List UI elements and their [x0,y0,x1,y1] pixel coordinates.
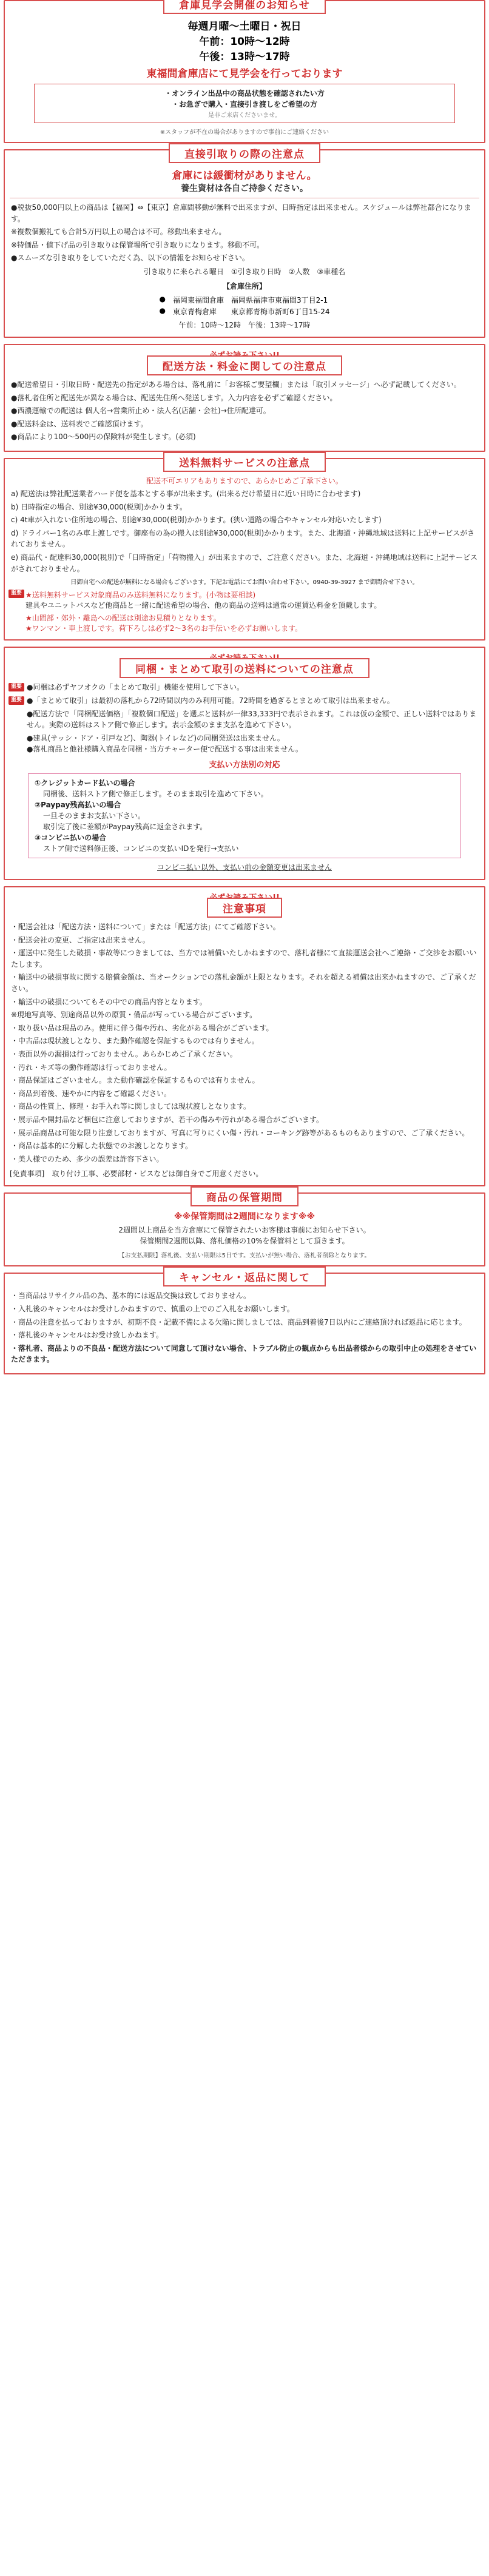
list-item: a) 配送法は弊社配送業者ハード便を基本とする事が出来ます。(出来るだけ希望日に近い日時に合わせます) [11,489,361,498]
list-item: ・落札後のキャンセルはお受け致しかねます。 [11,1331,164,1340]
list-item: ●スムーズな引き取りをしていただく為、以下の情報をお知らせ下さい。 [11,254,249,263]
storage-line-2: 保管期間2週間以降、落札価格の10%を保管料として頂きます。 [140,1237,349,1246]
list-item: e) 商品代・配達料30,000(税別)で「日時指定」「荷物搬入」が出来ますので、ご注意ください。また、北海道・沖縄地域は送料に上記サービスがされておりません。 [11,553,477,573]
bullet: ● [159,294,166,303]
section-title: 直接引取りの際の注意点 [169,143,320,163]
section-storage [4,1192,485,1266]
list-item: ・展示品商品は可能な限り注意しておりますが、写真に写りにくい傷・汚れ・コーキング跡等があるものもありますので、ご了承ください。 [11,1128,470,1137]
bullet: ● [159,306,166,315]
section-title-wrap [10,898,479,918]
list-item: ●「まとめて取引」は最初の落札から72時間以内のみ利用可能。72時間を過ぎるとまとめて取引は出来ません。 [27,696,394,705]
bundle-pay-box [28,773,461,858]
cancel-items [10,1290,479,1365]
open-house-box-2: ・お急ぎで購入・直接引き渡しをご希望の方 [171,100,317,109]
list-item: ・輸送中の破損事故に関する賠償金額は、当オークションでの落札金額が上限となります。それを超える補償は出来かねますので、ご了承ください。 [11,973,476,994]
list-item: ・配送会社は「配送方法・送料について」または「配送方法」にてご確認下さい。 [11,923,280,932]
section-notes [4,886,485,1186]
open-house-line-4: 東福間倉庫店にて見学会を行っております [146,68,343,80]
list-item: ・商品の性質上、修理・お手入れ等に関しましては現状渡しとなります。 [11,1102,251,1111]
list-item: ・取り扱い品は現品のみ。使用に伴う傷や汚れ、劣化がある場合がございます。 [11,1023,274,1032]
list-item: ・運送中に発生した破損・事故等につきましては、当方では補償いたしかねますので、落札者様にて直接運送会社へご連絡・ご交渉をお願いいたします。 [11,949,477,969]
notes-foot: [免責事項] 取り付け工事、必要部材・ビスなどは御自身でご用意ください。 [10,1169,263,1179]
section-title: 同梱・まとめて取引の送料についての注意点 [120,658,369,678]
storage-line-1: 2週間以上商品を当方倉庫にて保管されたいお客様は事前にお知らせ下さい。 [118,1226,371,1235]
star-note-1b: 建具やユニットバスなど他商品と一緒に配送希望の場合、他の商品の送料は通常の運賃込料金を頂戴します。 [25,601,382,610]
list-item: ●税抜50,000円以上の商品は【福岡】⇔【東京】倉庫間移動が無料で出来ますが、日時指定は出来ません。スケジュールは弊社都合になります。 [11,203,471,223]
star-note-2: ★山間部・郊外・離島への配送は別途お見積りとなります。 [25,614,221,623]
bundle-pay-foot: コンビニ払い以外、支払い前の金額変更は出来ません [157,863,332,872]
open-house-foot: ※スタッフが不在の場合がありますので事前にご連絡ください [160,129,329,136]
list-item: ※特価品・値下げ品の引き取りは保管場所で引き取りになります。移動不可。 [11,240,265,249]
branch-address: 東京都青梅市新町6丁目15-24 [231,307,330,316]
list-item: ・輸送中の破損についてもその中での商品内容となります。 [11,997,207,1006]
list-item: ※複数個搬礼ても合計5万円以上の場合は不可。移動出来ません。 [11,227,226,237]
list-item: ・商品保証はございません。また動作確認を保証するものでは有りません。 [11,1076,260,1085]
pickup-fields: 引き取りに来られる曜日 ①引き取り日時 ②人数 ③車種名 [143,267,346,276]
storage-head: ※※保管期間は2週間になります※※ [174,1212,315,1222]
section-direct-pickup [4,149,485,338]
bundle-items-2 [10,695,479,706]
pickup-lead-1: 倉庫には緩衝材がありません。 [172,170,317,182]
list-item: ・商品は基本的に分解した状態でのお渡しとなります。 [11,1142,193,1151]
free-shipping-phone-note: 日御自宅への配送が無料になる場合もございます。下記お電話にてお問い合わせ下さい。0940-39-3927 まで御問合せ下さい。 [70,579,419,587]
list-item: ・表面以外の漏損は行っておりません。あらかじめご了承ください。 [11,1050,237,1059]
pay-item: ②Paypay残高払いの場合 [35,801,121,810]
shipping-items [10,379,479,443]
section-title: 注意事項 [207,898,282,918]
open-house-line-2: 午前：10時～12時 [199,36,290,48]
section-title: 送料無料サービスの注意点 [163,452,326,472]
section-title-wrap [10,452,479,472]
notes-items [10,921,479,1165]
free-shipping-stars [10,590,479,633]
section-title-wrap [10,143,479,163]
branches-title: 【倉庫住所】 [222,281,266,291]
list-item: ・展示品や開封品など梱包に注意しておりますが、若干の傷みや汚れがある場合がございます。 [11,1115,324,1124]
storage-foot: 【お支払期限】落札後、支払い期限は5日です。支払いが無い場合、落札者削除となります。 [118,1253,371,1260]
pickup-items [10,202,479,264]
list-item: ※現地写真等、別途商品以外の原質・備品が写っている場合がございます。 [11,1011,257,1020]
list-item: ・入札後のキャンセルはお受けしかねますので、慎重の上でのご入札をお願いします。 [11,1304,294,1313]
branch-name: 福岡東福間倉庫 [172,295,224,304]
section-title-wrap [10,355,479,375]
open-house-line-1: 毎週月曜～土曜日・祝日 [187,21,302,33]
list-item: b) 日時指定の場合、別途¥30,000(税別)かかります。 [11,502,187,511]
list-item: ・中古品は現状渡しとなり、また動作確認を保証するものでは有りません。 [11,1037,259,1046]
section-title-wrap [10,1186,479,1206]
pay-item: 取引完了後に差額がPaypay残高に返金されます。 [43,822,207,832]
list-item: ・商品の注意を払っておりますが、初期不良・記載不備による欠陥に関しましては、商品到着後7日以内にご連絡頂ければ返品に応じます。 [11,1317,467,1327]
section-title: 商品の保管期間 [191,1186,298,1206]
branch-name: 東京青梅倉庫 [172,307,217,316]
section-open-house [4,0,485,143]
open-house-inner-box [34,84,455,123]
list-item: ・当商品はリサイクル品の為、基本的には返品交換は致しておりません。 [11,1291,251,1300]
pay-item: ①クレジットカード払いの場合 [35,779,135,788]
pay-item: 同梱後、送料ストア側で修正します。そのまま取引を進めて下さい。 [43,790,268,799]
badge-important: 重要 [8,683,24,691]
branch-address: 福岡県福津市東福間3丁目2-1 [231,295,328,304]
list-item: ●配送方法で「同梱配送価格」「複数個口配送」を選ぶと送料が一律33,333円で表示されます。これは仮の金額で、正しい送料ではありません。実際の送料はストア側で修正します。表示金額のまま支払を進めて下さい。 [27,710,477,730]
section-title: 配送方法・料金に関しての注意点 [147,355,342,375]
open-house-line-3: 午後：13時～17時 [199,51,290,63]
star-note-1: ★送料無料サービス対象商品のみ送料無料になります。(小物は要相談) [25,591,256,600]
section-free-shipping [4,458,485,641]
list-item: ●西濃運輸での配送は 個人名→営業所止め・法人名(店舗・会社)→住所配達可。 [11,406,271,415]
list-item: d) ドライバー1名のみ車上渡しです。御座布の為の搬入は別途¥30,000(税別)かかります。また、北海道・沖縄地域は送料に上記サービスがされておりません。 [11,528,475,549]
badge-important: 重要 [8,590,24,597]
section-title: 倉庫見学会開催のお知らせ [163,0,326,14]
list-item: ●建具(サッシ・ドア・引戸など)、陶器(トイレなど)の同梱発送は出来ません。 [27,734,285,743]
list-item: ●落札者住所と配送先が異なる場合は、配送先住所へ発送します。入力内容を必ずご確認ください。 [11,393,337,402]
list-item: ・配送会社の変更、ご指定は出来ません。 [11,935,150,944]
list-item: ●同梱は必ずヤフオクの「まとめて取引」機能を使用して下さい。 [27,683,244,692]
list-item: ●配送希望日・引取日時・配送先の指定がある場合は、落札前に「お客様ご要望欄」または「取引メッセージ」へ必ず記載してください。 [11,380,461,389]
pickup-lead-2: 養生資材は各自ご持参ください。 [181,184,308,193]
bundle-pay-title: 支払い方法別の対応 [209,761,280,770]
table-row [155,306,333,317]
list-item: ●落札商品と他社様購入商品を同梱・当方チャーター便で配送する事は出来ません。 [27,745,303,754]
bundle-items [10,682,479,693]
free-shipping-items [10,488,479,574]
section-cancel [4,1273,485,1374]
branch-hours: 午前：10時～12時 午後：13時～17時 [178,320,311,329]
list-item: ・商品到着後、速やかに内容をご確認ください。 [11,1089,172,1098]
section-title-wrap [10,0,479,14]
list-item: c) 4t車が入れない住所地の場合、別途¥30,000(税別)かかります。(狭い道路の場合やキャンセル対応いたします) [11,516,382,525]
section-title: キャンセル・返品に関して [163,1266,326,1286]
pay-item: 一旦そのままお支払い下さい。 [43,812,146,821]
section-shipping-fee [4,344,485,452]
section-bundle [4,647,485,880]
badge-important: 重要 [8,696,24,704]
pay-item: ストア側で送料修正後、コンビニの支払いIDを発行→支払い [43,844,239,853]
section-title-wrap [10,658,479,678]
section-title-wrap [10,1266,479,1286]
table-row [155,294,333,306]
branch-table [155,294,333,317]
list-item: ●商品により100～500円の保険料が発生します。(必須) [11,432,196,442]
list-item: ・汚れ・キズ等の動作確認は行っておりません。 [11,1063,172,1072]
free-shipping-subtitle: 配送不可エリアもありますので、あらかじめご了承下さい。 [146,476,343,485]
pay-item: ③コンビニ払いの場合 [35,833,107,842]
star-note-3: ★ワンマン・車上渡しです。荷下ろしは必ず2～3名のお手伝いを必ずお願いします。 [25,624,303,633]
open-house-box-3: 是非ご来店くださいませ。 [208,112,281,119]
list-item: ●配送料金は、送料表でご確認頂けます。 [11,419,148,428]
list-item: ・落札者、商品よりの不良品・配送方法について同意して頂けない場合、トラブル防止の観点からも出品者様からの取引中止の処理をさせていただきます。 [11,1343,477,1364]
list-item: ・美人様でのため、多少の誤差は許容下さい。 [11,1154,164,1163]
open-house-box-1: ・オンライン出品中の商品状態を確認されたい方 [164,89,325,98]
